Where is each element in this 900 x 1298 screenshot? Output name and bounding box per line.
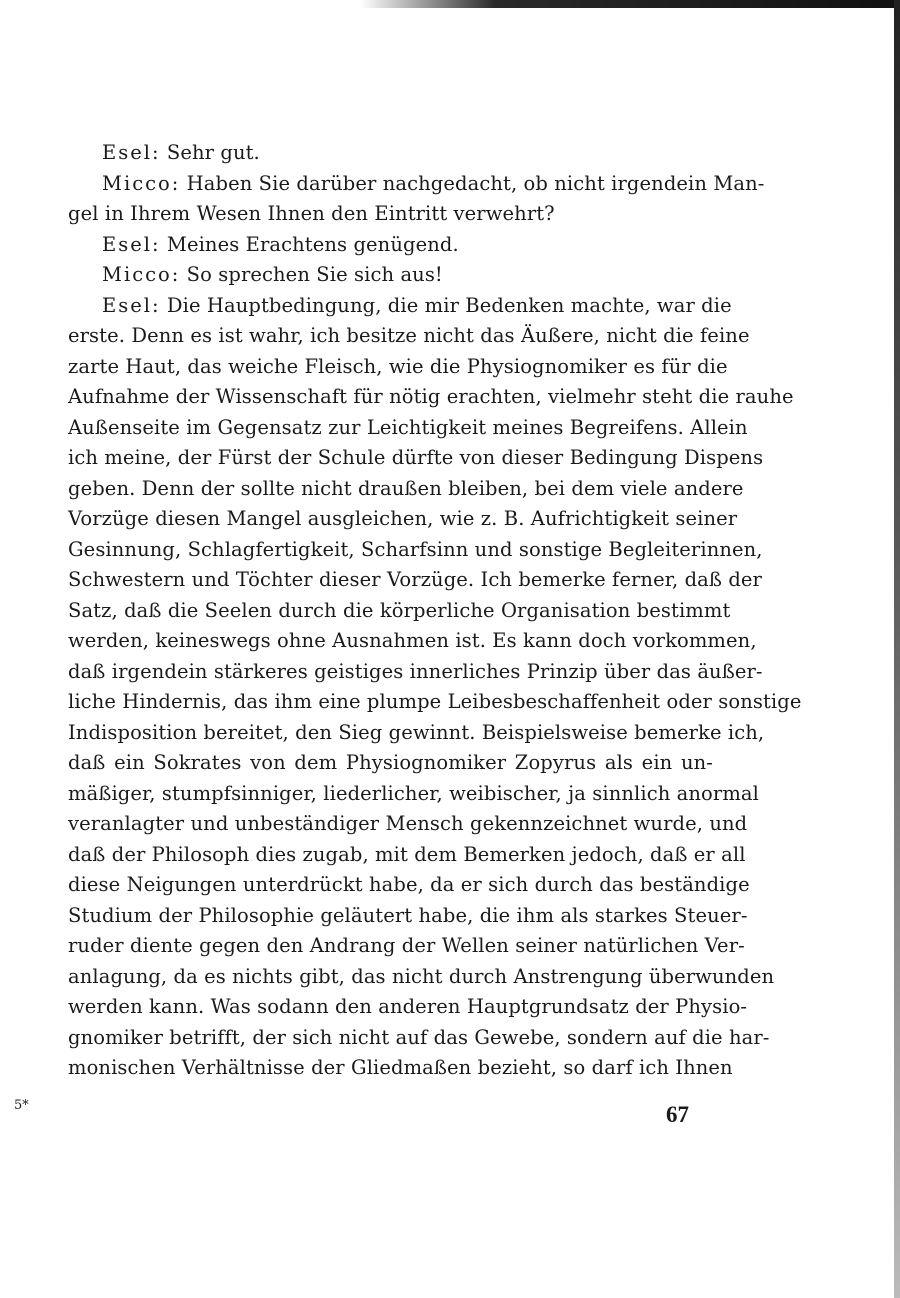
line-text: werden, keineswegs ohne Ausnahmen ist. Es kann doch vorkommen, [68,629,757,652]
text-line [68,169,765,200]
text-line [68,260,713,291]
speaker-name: Micco: [102,263,181,286]
text-line [68,626,757,657]
line-text: gel in Ihrem Wesen Ihnen den Eintritt verwehrt? [68,202,555,225]
text-line [68,138,713,169]
speaker-name: Micco: [102,171,181,195]
text-line [68,596,731,627]
text-line [68,504,738,535]
text-line [68,291,732,322]
text-line [68,382,794,413]
signature-mark: 5* [14,1098,29,1113]
line-text: Satz, daß die Seelen durch die körperliche Organisation bestimmt [68,598,731,622]
line-text: veranlagter und unbeständiger Mensch gekennzeichnet wurde, und [68,812,748,835]
line-text: Aufnahme der Wissenschaft für nötig erachten, vielmehr steht die rauhe [68,385,794,408]
text-line [68,474,744,505]
line-text: anlagung, da es nichts gibt, das nicht durch Anstrengung überwunden [68,964,775,988]
line-text: geben. Denn der sollte nicht draußen bleiben, bei dem viele andere [68,476,744,500]
text-line [68,901,748,932]
text-line [68,443,764,474]
text-line [68,992,748,1023]
line-text: Schwestern und Töchter dieser Vorzüge. Ich bemerke ferner, daß der [68,568,762,591]
line-text: Studium der Philosophie geläutert habe, die ihm als starkes Steuer- [68,903,748,927]
text-line [68,687,802,718]
line-text: daß ein Sokrates von dem Physiognomiker Zopyrus als ein un- [68,751,713,774]
page-number: 67 [666,1102,689,1127]
scan-top-edge-shadow [0,0,900,8]
text-line [68,321,750,352]
text-line [68,1053,733,1084]
text-line [68,535,763,566]
text-line [68,565,762,596]
line-text: gnomiker betrifft, der sich nicht auf das Gewebe, sondern auf die har- [68,1025,770,1049]
text-line [68,199,713,230]
text-line [68,748,713,779]
text-line [68,657,763,688]
text-line [68,870,750,901]
speaker-name: Esel: [102,141,161,164]
line-text: Haben Sie darüber nachgedacht, ob nicht irgendein Man- [180,171,765,195]
line-text: ruder diente gegen den Andrang der Wellen seiner natürlichen Ver- [68,934,745,957]
line-text: zarte Haut, das weiche Fleisch, wie die Physiognomiker es für die [68,354,728,378]
scan-right-edge-shadow [894,0,900,1298]
line-text: Die Hauptbedingung, die mir Bedenken machte, war die [160,293,732,317]
line-text: Außenseite im Gegensatz zur Leichtigkeit meines Begreifens. Allein [68,415,748,439]
line-text: diese Neigungen unterdrückt habe, da er sich durch das beständige [68,873,750,896]
text-line [68,962,775,993]
text-line [68,413,748,444]
text-line [68,718,765,749]
line-text: ich meine, der Fürst der Schule dürfte von dieser Bedingung Dispens [68,446,764,469]
text-line [68,352,728,383]
line-text: So sprechen Sie sich aus! [180,263,443,286]
text-line [68,931,745,962]
line-text: liche Hindernis, das ihm eine plumpe Leibesbeschaffenheit oder sonstige [68,690,802,713]
line-text: monischen Verhältnisse der Gliedmaßen bezieht, so darf ich Ihnen [68,1056,733,1079]
line-text: erste. Denn es ist wahr, ich besitze nicht das Äußere, nicht die feine [68,324,750,347]
body-text [68,138,802,1084]
text-line [68,1023,770,1054]
line-text: mäßiger, stumpfsinniger, liederlicher, weibischer, ja sinnlich anormal [68,781,759,805]
text-line [68,809,748,840]
line-text: Indisposition bereitet, den Sieg gewinnt. Beispielsweise bemerke ich, [68,720,765,744]
line-text: Meines Erachtens genügend. [160,232,459,256]
speaker-name: Esel: [102,293,161,317]
line-text: Vorzüge diesen Mangel ausgleichen, wie z. B. Aufrichtigkeit seiner [68,507,738,530]
text-line [68,779,759,810]
line-text: Sehr gut. [160,141,260,164]
line-text: daß irgendein stärkeres geistiges innerliches Prinzip über das äußer- [68,659,763,683]
line-text: Gesinnung, Schlagfertigkeit, Scharfsinn und sonstige Begleiterinnen, [68,537,763,561]
line-text: werden kann. Was sodann den anderen Hauptgrundsatz der Physio- [68,995,748,1018]
text-line [68,230,713,261]
speaker-name: Esel: [102,232,161,256]
line-text: daß der Philosoph dies zugab, mit dem Bemerken jedoch, daß er all [68,842,746,866]
text-line [68,840,746,871]
